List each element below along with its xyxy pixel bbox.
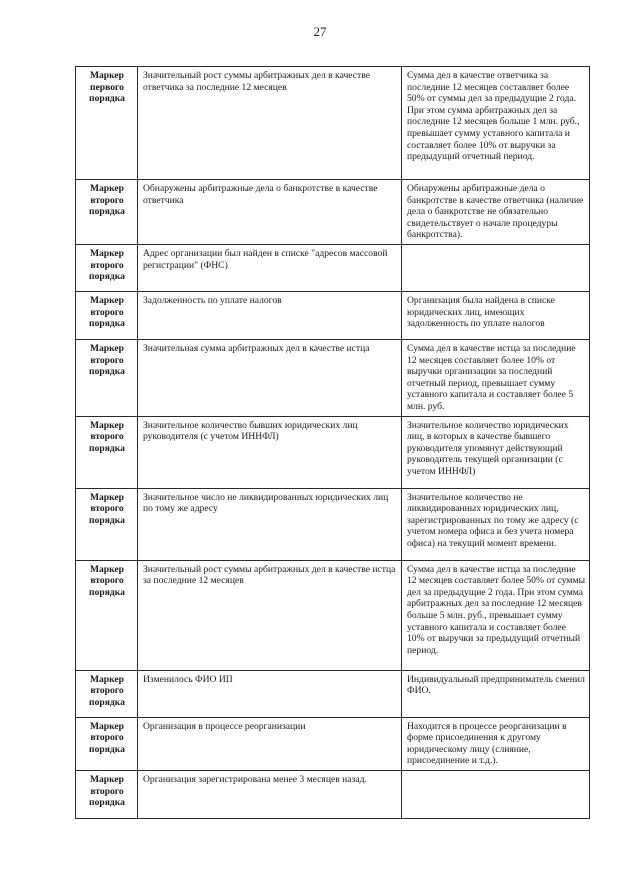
- marker-kind: порядка: [89, 696, 125, 708]
- explanation-cell: Индивидуальный предприниматель сменил ФИО.: [402, 670, 590, 717]
- event-cell: Значительный рост суммы арбитражных дел в качестве ответчика за последние 12 месяцев: [138, 67, 402, 180]
- marker-kind: порядка: [89, 442, 125, 454]
- markers-table: [75, 66, 590, 819]
- marker-cell: [76, 180, 138, 245]
- marker-order: второго: [90, 194, 124, 206]
- explanation-cell: [402, 244, 590, 291]
- marker-word: Маркер: [89, 419, 125, 431]
- marker-kind: порядка: [89, 271, 125, 283]
- marker-cell: [76, 339, 138, 416]
- explanation-cell: Обнаружены арбитражные дела о банкротстве в качестве ответчика (наличие дела о банкротстве не обязательно свидетельствует о начале процедуры банкротства).: [402, 180, 590, 245]
- marker-word: Маркер: [89, 294, 125, 306]
- explanation-cell: Находится в процессе реорганизации в форме присоединения к другому юридическому лицу (слияние, присоединение и т.д.).: [402, 717, 590, 770]
- marker-kind: порядка: [89, 93, 125, 105]
- table-row: [76, 770, 590, 818]
- marker-word: Маркер: [89, 673, 125, 685]
- table-row: [76, 670, 590, 717]
- marker-kind: порядка: [89, 743, 125, 755]
- marker-word: Маркер: [89, 70, 125, 81]
- event-cell: Значительный рост суммы арбитражных дел в качестве истца за последние 12 месяцев: [138, 560, 402, 670]
- marker-order: второго: [90, 785, 124, 797]
- marker-order: второго: [90, 732, 124, 744]
- marker-kind: порядка: [89, 366, 125, 378]
- marker-word: Маркер: [89, 247, 125, 259]
- table-row: [76, 291, 590, 339]
- table-row: [76, 488, 590, 560]
- page-number: 27: [313, 24, 327, 39]
- explanation-cell: Сумма дел в качестве истца за последние 12 месяцев составляет более 50% от суммы дел за предыдущие 2 года. При этом сумма арбитражных дел за последние 12 месяцев больше 5 млн. руб., превышает сумму уставного капитала и составляет более 10% от выручки за предыдущий отчетный период.: [402, 560, 590, 670]
- marker-order: второго: [90, 431, 124, 443]
- marker-cell: [76, 560, 138, 670]
- marker-word: Маркер: [89, 720, 125, 732]
- marker-kind: порядка: [89, 318, 125, 330]
- table-row: [76, 67, 590, 180]
- marker-order: первого: [90, 81, 124, 93]
- marker-cell: [76, 244, 138, 291]
- table-row: [76, 560, 590, 670]
- marker-word: Маркер: [89, 773, 125, 785]
- marker-cell: [76, 416, 138, 488]
- marker-order: второго: [90, 503, 124, 515]
- marker-order: второго: [90, 259, 124, 271]
- event-cell: Значительное число не ликвидированных юридических лиц по тому же адресу: [138, 488, 402, 560]
- marker-kind: порядка: [89, 586, 125, 598]
- marker-cell: [76, 291, 138, 339]
- explanation-cell: Значительное количество не ликвидированных юридических лиц, зарегистрированных по тому же адресу (с учетом номера офиса и без учета номера офиса) на текущий момент времени.: [402, 488, 590, 560]
- explanation-cell: Сумма дел в качестве ответчика за последние 12 месяцев составляет более 50% от суммы дел за предыдущие 2 года. При этом сумма арбитражных дел за последние 12 месяцев больше 1 млн. руб., превышает сумму уставного капитала и составляет более 10% от выручки за предыдущий отчетный период.: [402, 67, 590, 180]
- table-row: [76, 180, 590, 245]
- marker-cell: [76, 67, 138, 180]
- marker-cell: [76, 670, 138, 717]
- event-cell: Задолженность по уплате налогов: [138, 291, 402, 339]
- explanation-cell: Сумма дел в качестве истца за последние 12 месяцев составляет более 10% от выручки организации за последний отчетный период, превышает сумму уставного капитала и составляет более 5 млн. руб.: [402, 339, 590, 416]
- marker-word: Маркер: [89, 491, 125, 503]
- marker-word: Маркер: [89, 342, 125, 354]
- table-row: [76, 339, 590, 416]
- marker-word: Маркер: [89, 183, 125, 194]
- event-cell: Адрес организации был найден в списке "адресов массовой регистрации" (ФНС): [138, 244, 402, 291]
- table-row: [76, 717, 590, 770]
- marker-cell: [76, 770, 138, 818]
- event-cell: Значительная сумма арбитражных дел в качестве истца: [138, 339, 402, 416]
- explanation-cell: [402, 770, 590, 818]
- explanation-cell: Организация была найдена в списке юридических лиц, имеющих задолженность по уплате налогов: [402, 291, 590, 339]
- marker-kind: порядка: [89, 206, 125, 218]
- event-cell: Значительное количество бывших юридических лиц руководителя (с учетом ИННФЛ): [138, 416, 402, 488]
- marker-cell: [76, 717, 138, 770]
- table-row: [76, 244, 590, 291]
- marker-order: второго: [90, 354, 124, 366]
- table-row: [76, 416, 590, 488]
- marker-kind: порядка: [89, 514, 125, 526]
- marker-word: Маркер: [89, 563, 125, 575]
- marker-order: второго: [90, 685, 124, 697]
- marker-order: второго: [90, 575, 124, 587]
- event-cell: Организация в процессе реорганизации: [138, 717, 402, 770]
- event-cell: Организация зарегистрирована менее 3 месяцев назад.: [138, 770, 402, 818]
- explanation-cell: Значительное количество юридических лиц, в которых в качестве бывшего руководителя упомянут действующий руководитель текущей организации (с учетом ИННФЛ): [402, 416, 590, 488]
- marker-order: второго: [90, 306, 124, 318]
- marker-cell: [76, 488, 138, 560]
- event-cell: Обнаружены арбитражные дела о банкротстве в качестве ответчика: [138, 180, 402, 245]
- event-cell: Изменилось ФИО ИП: [138, 670, 402, 717]
- marker-kind: порядка: [89, 797, 125, 809]
